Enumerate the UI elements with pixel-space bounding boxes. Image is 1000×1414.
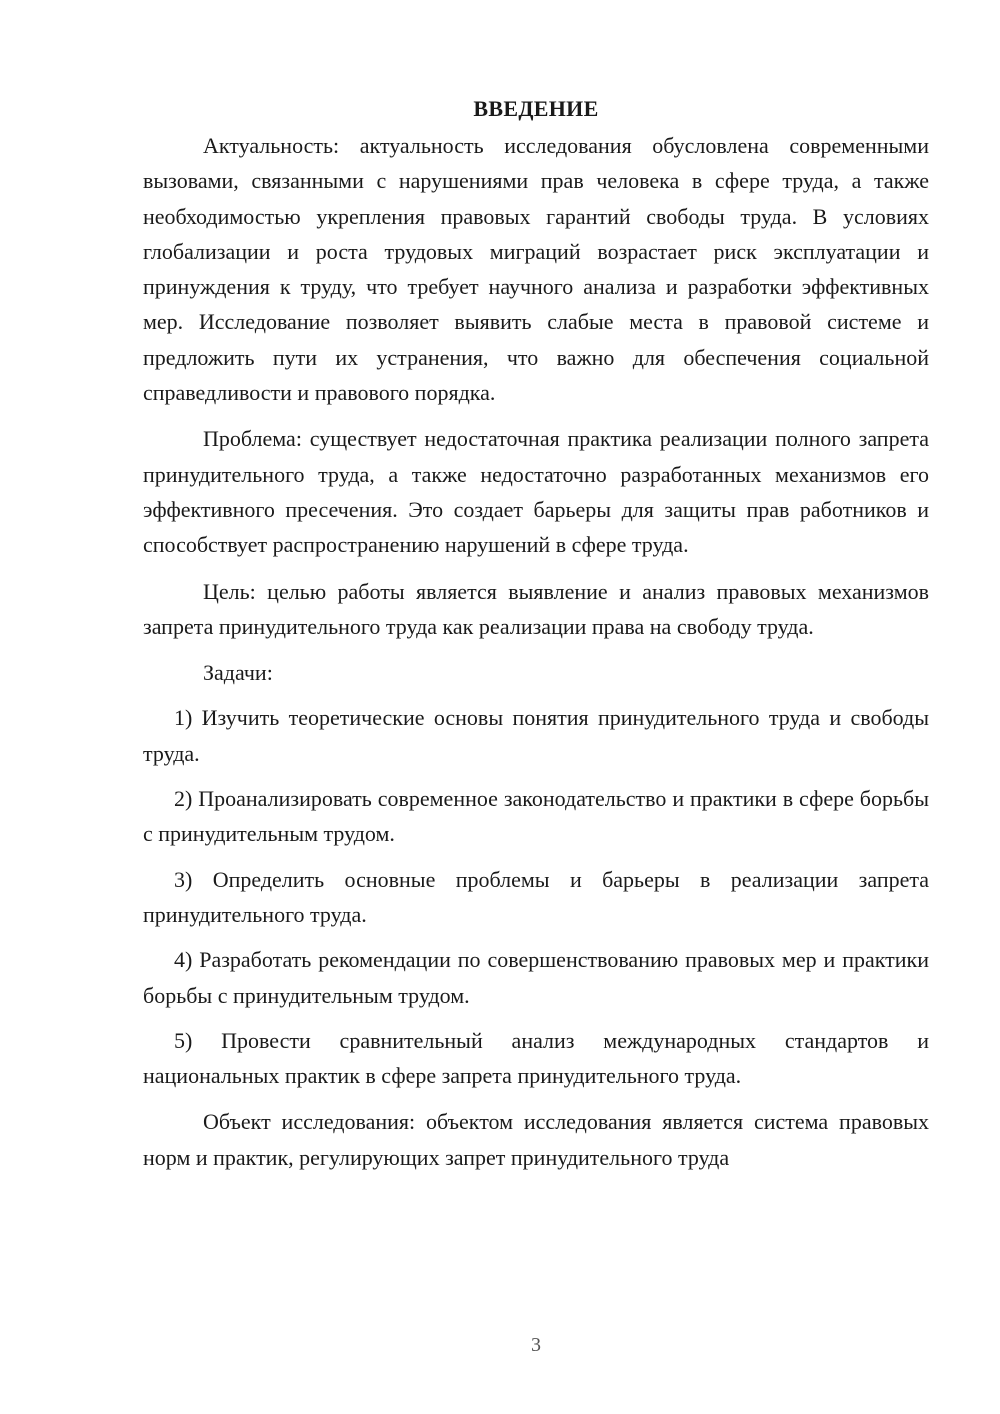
task-item-4: 4) Разработать рекомендации по совершенствованию правовых мер и практики борьбы с принудительным трудом. bbox=[143, 947, 929, 1008]
task-item-5: 5) Провести сравнительный анализ международных стандартов и национальных практик в сфере запрета принудительного труда. bbox=[143, 1027, 929, 1089]
task-item-3: 3) Определить основные проблемы и барьеры в реализации запрета принудительного труда. bbox=[143, 866, 929, 927]
document-page bbox=[143, 94, 929, 1175]
tasks-list bbox=[143, 700, 929, 1093]
paragraph-problem: Проблема: существует недостаточная практика реализации полного запрета принудительного труда, а также недостаточно разработанных механизмов его эффективного пресечения. Это создает барьеры для защиты прав работников и способствует распространению нарушений в сфере труда. bbox=[143, 426, 929, 558]
section-heading: ВВЕДЕНИЕ bbox=[473, 96, 599, 121]
task-item-2: 2) Проанализировать современное законодательство и практики в сфере борьбы с принудительным трудом. bbox=[143, 786, 929, 847]
tasks-label: Задачи: bbox=[203, 660, 273, 686]
paragraph-goal: Цель: целью работы является выявление и анализ правовых механизмов запрета принудительного труда как реализации права на свободу труда. bbox=[143, 578, 929, 639]
page-number: 3 bbox=[531, 1334, 541, 1356]
task-item-1: 1) Изучить теоретические основы понятия принудительного труда и свободы труда. bbox=[143, 705, 929, 766]
paragraph-relevance: Актуальность: актуальность исследования обусловлена современными вызовами, связанными с нарушениями прав человека в сфере труда, а также необходимостью укрепления правовых гарантий свободы труда. В условиях глобализации и роста трудовых миграций возрастает риск эксплуатации и принуждения к труду, что требует научного анализа и разработки эффективных мер. Исследование позволяет выявить слабые места в правовой системе и предложить пути их устранения, что важно для обеспечения социальной справедливости и правового порядка. bbox=[143, 133, 929, 406]
paragraph-object: Объект исследования: объектом исследования является система правовых норм и практик, регулирующих запрет принудительного труда bbox=[143, 1109, 929, 1170]
